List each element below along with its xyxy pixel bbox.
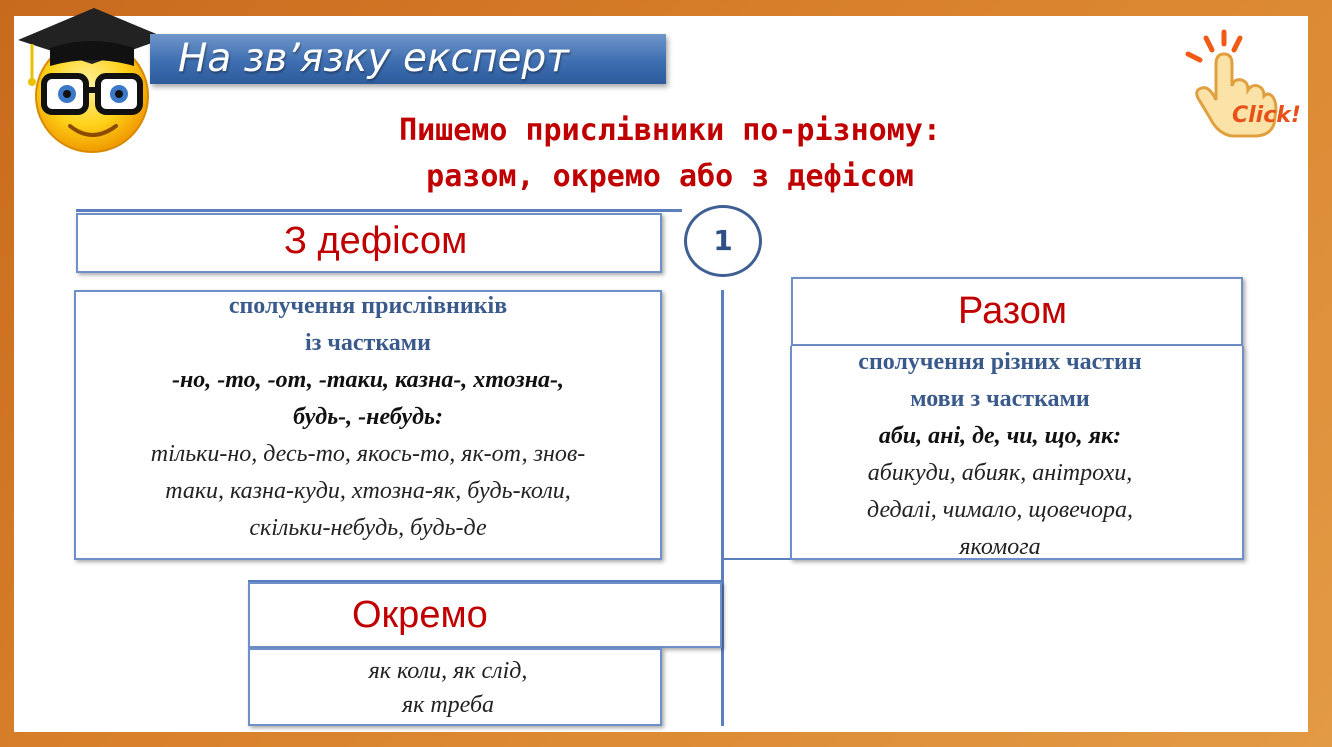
hyphen-examples-2: таки, казна-куди, хтозна-як, будь-коли, <box>165 478 571 504</box>
hyphen-examples-3: скільки-небудь, будь-де <box>249 515 487 541</box>
together-rule-1: сполучення різних частин <box>858 349 1142 375</box>
together-examples-2: дедалі, чимало, щовечора, <box>867 497 1133 523</box>
title-line-2: разом, окремо або з дефісом <box>426 159 914 194</box>
separate-heading: Окремо <box>352 594 488 636</box>
connector-vertical <box>721 290 724 726</box>
hyphen-rule-1: сполучення прислівників <box>228 293 508 319</box>
together-examples-1: абикуди, абияк, анітрохи, <box>867 460 1133 486</box>
click-hand-icon[interactable] <box>1176 24 1301 142</box>
separate-content <box>258 654 638 722</box>
click-text: Click! <box>1232 103 1301 128</box>
main-title <box>300 108 1040 200</box>
together-rule-2: мови з частками <box>910 386 1090 412</box>
banner-title: На зв’язку експерт <box>178 36 569 81</box>
separate-examples-1: як коли, як слід, <box>368 658 528 684</box>
hyphen-rule-2: із частками <box>305 330 431 356</box>
hyphen-examples-1: тільки-но, десь-то, якось-то, як-от, знов- <box>150 441 586 467</box>
hyphen-particles-1: -но, -то, -от, -таки, казна-, хтозна-, <box>171 367 565 393</box>
hyphen-content <box>84 288 652 547</box>
connector-top <box>76 209 682 212</box>
together-examples-3: якомога <box>959 534 1041 560</box>
expert-emoji-icon <box>10 4 170 160</box>
step-number-badge: 1 <box>684 205 762 277</box>
hyphen-heading: З дефісом <box>284 220 468 262</box>
together-heading: Разом <box>958 290 1068 332</box>
together-content <box>770 344 1230 566</box>
title-line-1: Пишемо прислівники по-різному: <box>399 113 941 148</box>
hyphen-particles-2: будь-, -небудь: <box>293 404 443 430</box>
separate-examples-2: як треба <box>401 692 495 718</box>
together-particles-1: аби, ані, де, чи, що, як: <box>878 423 1122 449</box>
